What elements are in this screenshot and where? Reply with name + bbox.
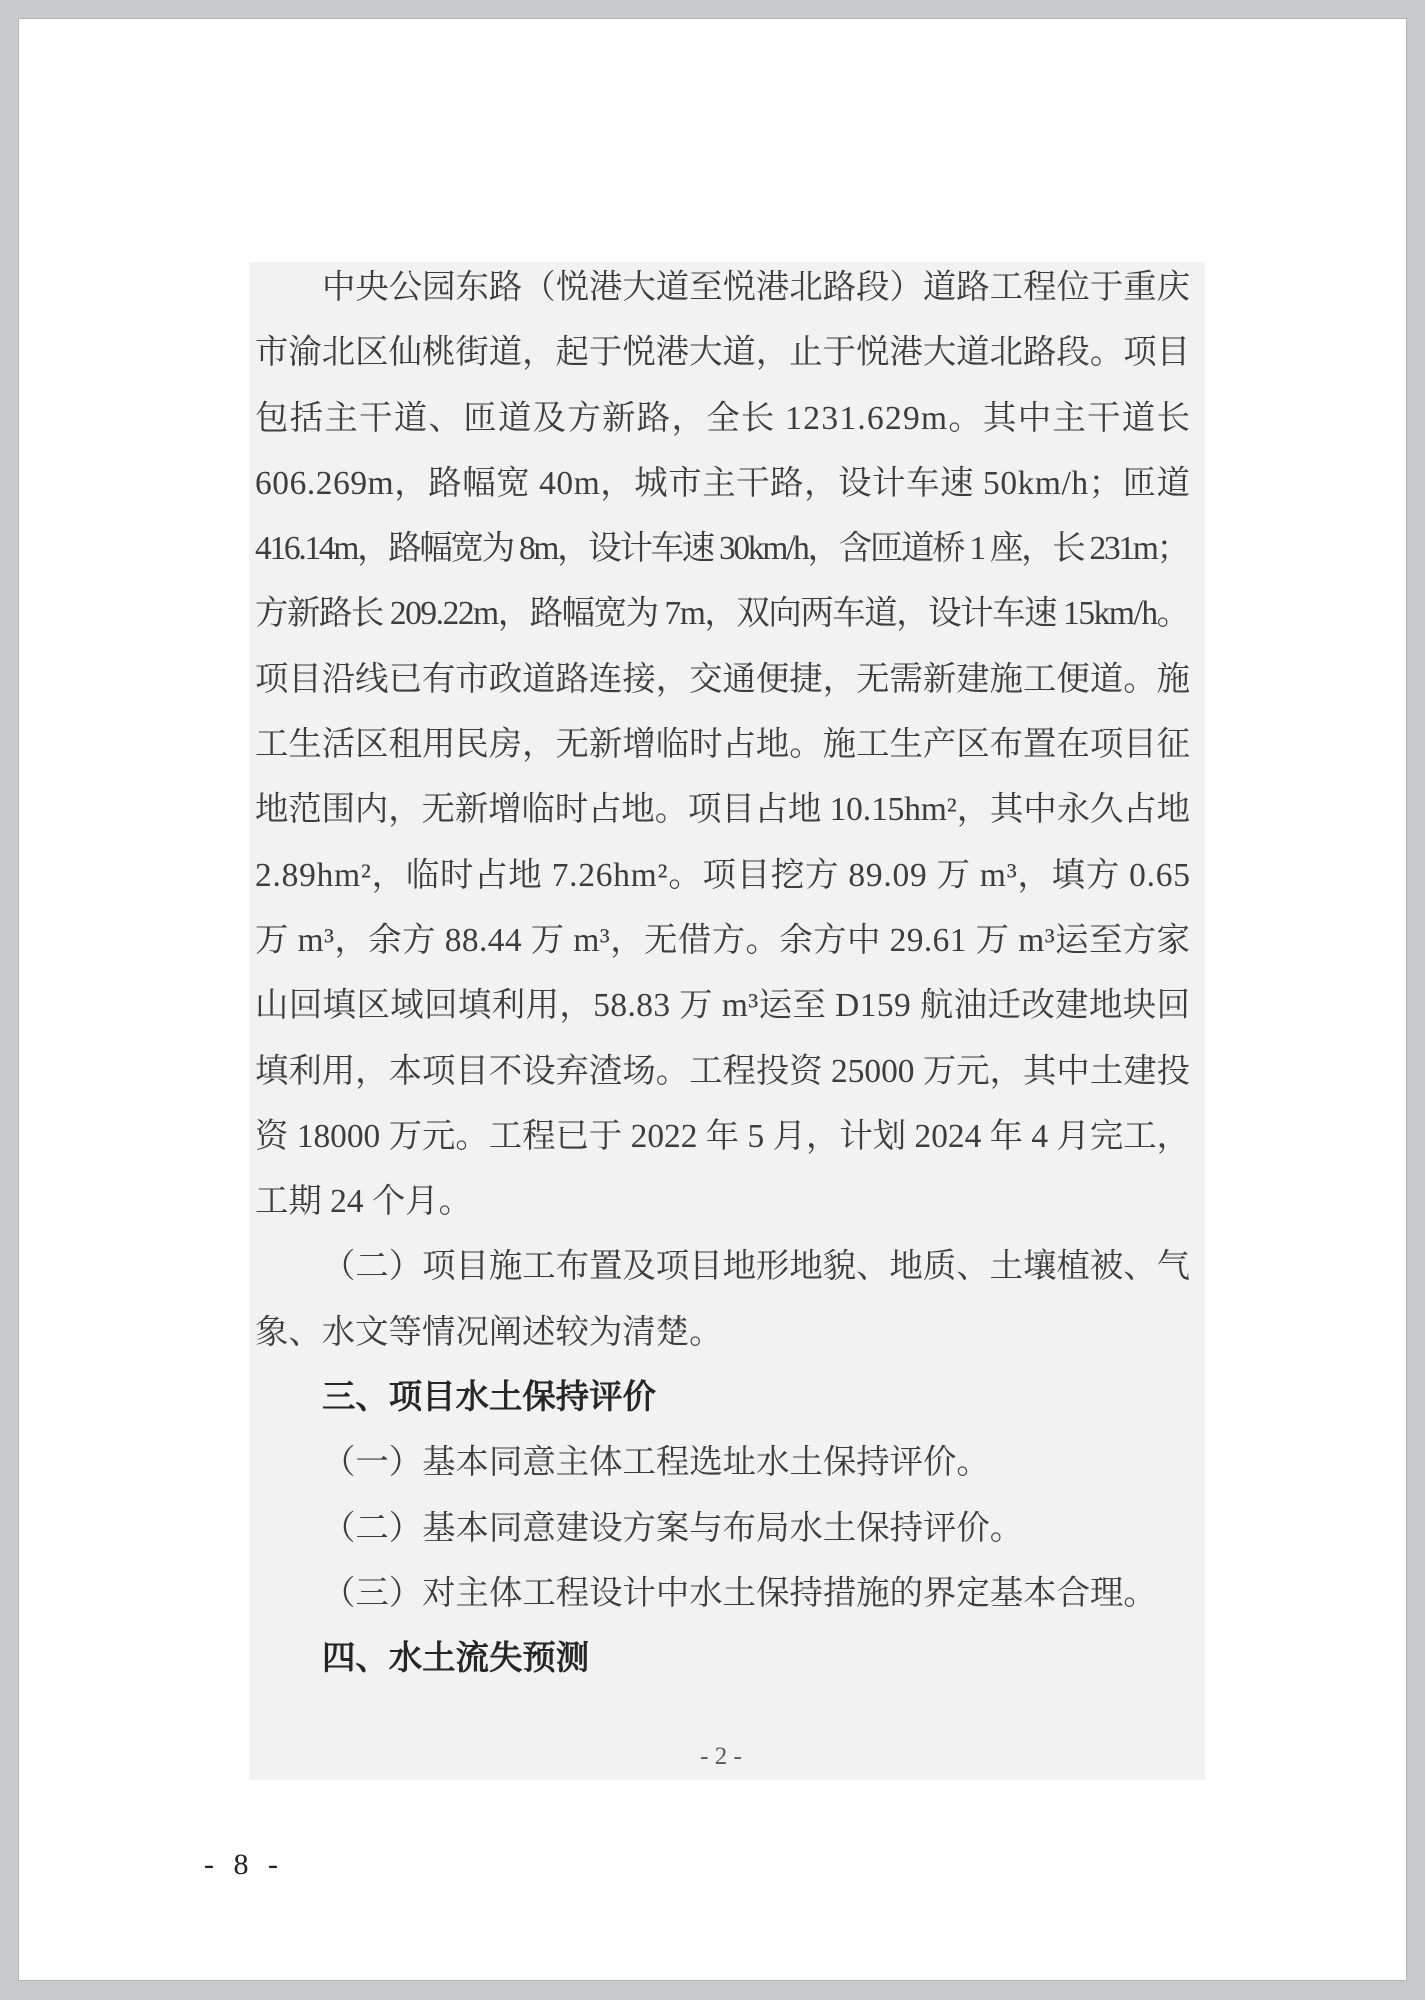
list-item-text: （一）基本同意主体工程选址水土保持评价。 bbox=[322, 1444, 990, 1482]
body-text-line: 中央公园东路（悦港大道至悦港北路段）道路工程位于重庆 bbox=[322, 269, 1190, 306]
body-text-line: 山回填区域回填利用，58.83 万 m³运至 D159 航油迁改建地块回 bbox=[255, 987, 1191, 1025]
body-text-line: 市渝北区仙桃街道，起于悦港大道，止于悦港大道北路段。项目 bbox=[255, 334, 1190, 372]
body-text-line: 606.269m，路幅宽 40m，城市主干路，设计车速 50km/h；匝道 bbox=[255, 464, 1191, 502]
list-item-text: （二）基本同意建设方案与布局水土保持评价。 bbox=[322, 1509, 1024, 1547]
body-text-line: （二）项目施工布置及项目地形地貌、地质、土壤植被、气 bbox=[322, 1248, 1190, 1286]
body-text-line: 2.89hm²，临时占地 7.26hm²。项目挖方 89.09 万 m³，填方 0.65 bbox=[255, 856, 1191, 894]
body-text-line: 包括主干道、匝道及方新路，全长 1231.629m。其中主干道长 bbox=[255, 399, 1192, 437]
body-text-line: 方新路长 209.22m，路幅宽为 7m，双向两车道，设计车速 15km/h。 bbox=[255, 595, 1189, 633]
document-body-text bbox=[255, 255, 1190, 1692]
body-text-line: 填利用，本项目不设弃渣场。工程投资 25000 万元，其中土建投 bbox=[255, 1052, 1190, 1090]
list-item-text: （三）对主体工程设计中水土保持措施的界定基本合理。 bbox=[322, 1574, 1157, 1612]
document-page bbox=[18, 18, 1407, 1981]
page-number: - 8 - bbox=[204, 1848, 284, 1881]
body-text-line: 项目沿线已有市政道路连接，交通便捷，无需新建施工便道。施 bbox=[255, 660, 1190, 698]
scanned-page-number: - 2 - bbox=[700, 1743, 742, 1770]
body-text-line: 万 m³，余方 88.44 万 m³，无借方。余方中 29.61 万 m³运至方家 bbox=[255, 921, 1191, 959]
body-text-line: 象、水文等情况阐述较为清楚。 bbox=[255, 1313, 723, 1351]
body-text-line: 地范围内，无新增临时占地。项目占地 10.15hm²，其中永久占地 bbox=[255, 791, 1190, 829]
section-heading: 四、水土流失预测 bbox=[322, 1640, 590, 1678]
body-text-line: 工生活区租用民房，无新增临时占地。施工生产区布置在项目征 bbox=[255, 726, 1190, 764]
body-text-line: 工期 24 个月。 bbox=[255, 1183, 473, 1221]
body-text-line: 资 18000 万元。工程已于 2022 年 5 月，计划 2024 年 4 月完工， bbox=[255, 1117, 1190, 1155]
body-text-line: 416.14m，路幅宽为 8m，设计车速 30km/h，含匝道桥 1 座，长 231m； bbox=[255, 530, 1188, 568]
section-heading: 三、项目水土保持评价 bbox=[322, 1379, 656, 1417]
